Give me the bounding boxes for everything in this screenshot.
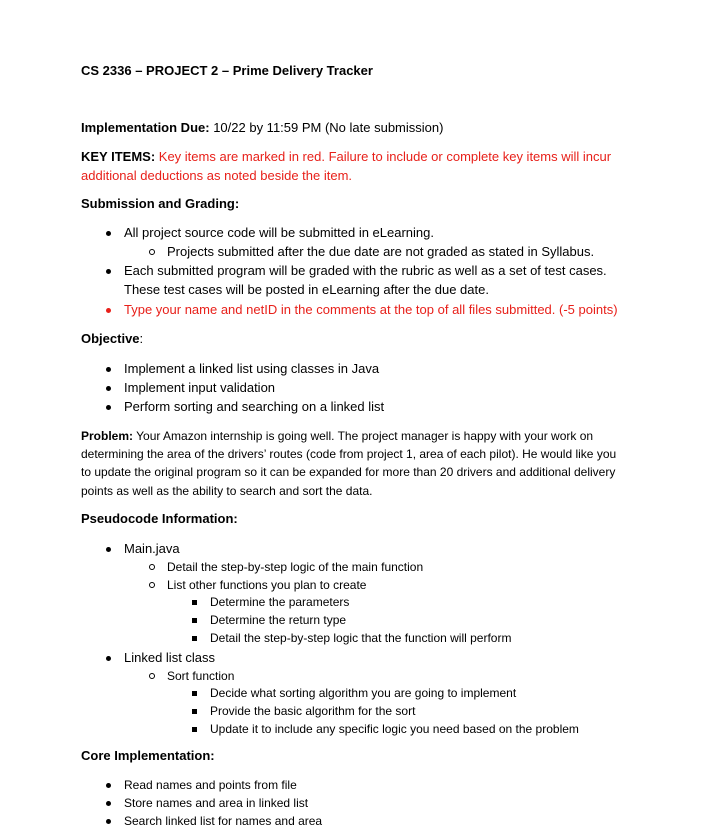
bullet-icon <box>106 269 111 274</box>
objective-item-3: Perform sorting and searching on a linked list <box>124 399 385 414</box>
key-items-line-1 <box>81 149 611 164</box>
due-label: Implementation Due: <box>81 120 210 135</box>
pseudocode-linked-sub: Sort function <box>167 669 235 683</box>
hollow-bullet-icon <box>149 582 155 588</box>
problem-text-1: Your Amazon internship is going well. The project manager is happy with your work on <box>133 429 594 443</box>
square-bullet-icon <box>192 727 197 732</box>
bullet-icon <box>106 231 111 236</box>
core-item-2: Store names and area in linked list <box>124 796 309 810</box>
pseudocode-heading: Pseudocode Information: <box>81 511 238 526</box>
hollow-bullet-icon <box>149 673 155 679</box>
bullet-icon <box>106 386 111 391</box>
bullet-icon <box>106 801 111 806</box>
problem-text-2: determining the area of the drivers’ routes (code from project 1, area of each pilot). He would like you <box>81 447 617 461</box>
square-bullet-icon <box>192 691 197 696</box>
due-line <box>81 120 443 135</box>
pseudocode-main-sub-2: List other functions you plan to create <box>167 578 367 592</box>
due-text: 10/22 by 11:59 PM (No late submission) <box>209 120 444 135</box>
submission-heading: Submission and Grading: <box>81 196 240 211</box>
bullet-icon <box>106 547 111 552</box>
submission-item-2-line-1: Each submitted program will be graded with the rubric as well as a set of test cases. <box>124 263 607 278</box>
core-item-1: Read names and points from file <box>124 778 297 792</box>
submission-item-1-sub: Projects submitted after the due date are not graded as stated in Syllabus. <box>167 244 595 259</box>
pseudocode-linked-sub-item-2: Provide the basic algorithm for the sort <box>210 704 416 718</box>
core-item-3: Search linked list for names and area <box>124 814 323 828</box>
bullet-icon <box>106 405 111 410</box>
bullet-icon <box>106 819 111 824</box>
objective-heading-line <box>81 331 143 346</box>
submission-item-2-line-2: These test cases will be posted in eLearning after the due date. <box>124 282 489 297</box>
objective-heading: Objective <box>81 331 140 346</box>
hollow-bullet-icon <box>149 564 155 570</box>
bullet-icon <box>106 783 111 788</box>
pseudocode-main-sub-2-item-3: Detail the step-by-step logic that the function will perform <box>210 631 512 645</box>
pseudocode-main: Main.java <box>124 541 180 556</box>
bullet-icon <box>106 308 111 313</box>
key-items-label: KEY ITEMS: <box>81 149 156 164</box>
pseudocode-main-sub-2-item-1: Determine the parameters <box>210 595 350 609</box>
key-items-text-2: additional deductions as noted beside the item. <box>81 168 353 183</box>
problem-text-4: points as well as the ability to search and sort the data. <box>81 484 373 498</box>
bullet-icon <box>106 367 111 372</box>
pseudocode-linked-sub-item-1: Decide what sorting algorithm you are going to implement <box>210 686 517 700</box>
document-title: CS 2336 – PROJECT 2 – Prime Delivery Tracker <box>81 63 373 78</box>
square-bullet-icon <box>192 618 197 623</box>
key-items-text-1: Key items are marked in red. Failure to include or complete key items will incur <box>155 149 612 164</box>
problem-label: Problem: <box>81 429 134 443</box>
submission-item-3: Type your name and netID in the comments at the top of all files submitted. (-5 points) <box>124 302 618 317</box>
square-bullet-icon <box>192 709 197 714</box>
pseudocode-main-sub-1: Detail the step-by-step logic of the main function <box>167 560 424 574</box>
objective-item-2: Implement input validation <box>124 380 276 395</box>
square-bullet-icon <box>192 636 197 641</box>
objective-colon: : <box>139 331 144 346</box>
square-bullet-icon <box>192 600 197 605</box>
submission-item-1: All project source code will be submitted in eLearning. <box>124 225 435 240</box>
objective-item-1: Implement a linked list using classes in Java <box>124 361 380 376</box>
hollow-bullet-icon <box>149 249 155 255</box>
core-heading: Core Implementation: <box>81 748 215 763</box>
problem-text-3: to update the original program so it can be expanded for more than 20 drivers and additional delivery <box>81 465 616 479</box>
pseudocode-main-sub-2-item-2: Determine the return type <box>210 613 347 627</box>
problem-line-1 <box>81 429 593 443</box>
pseudocode-linked: Linked list class <box>124 650 216 665</box>
bullet-icon <box>106 656 111 661</box>
pseudocode-linked-sub-item-3: Update it to include any specific logic you need based on the problem <box>210 722 579 736</box>
